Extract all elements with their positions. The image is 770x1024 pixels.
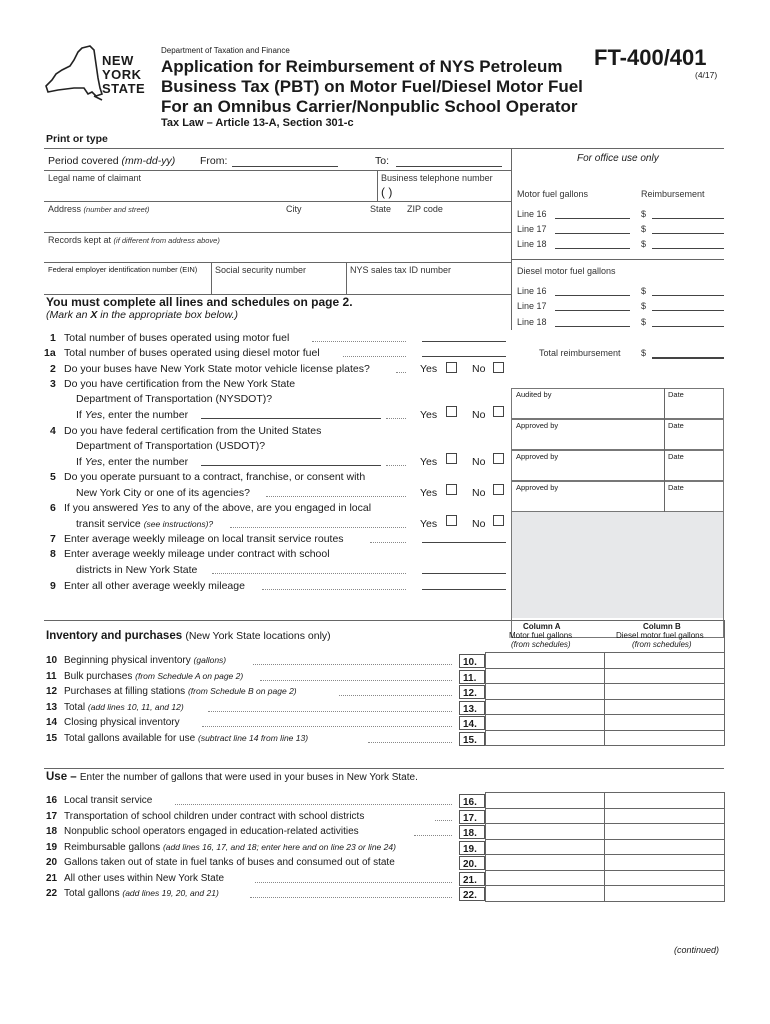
use-line-text	[64, 874, 224, 884]
q6-text-line1: If you answered Yes to any of the above, are you engaged in local	[64, 502, 372, 514]
new-york-state-map-icon	[44, 44, 104, 102]
use-line-text	[64, 827, 359, 837]
use-column-a-field[interactable]	[486, 871, 604, 887]
inventory-line-number: 15	[46, 732, 58, 744]
office-use-title: For office use only	[577, 153, 659, 164]
office-line16-label: Line 16	[517, 209, 547, 219]
use-line-label: Reimbursable gallons	[64, 841, 161, 853]
logo-new: NEW	[102, 53, 134, 68]
use-column-b-field[interactable]	[605, 871, 724, 887]
sales-tax-id-label: NYS sales tax ID number	[350, 265, 452, 275]
q3-enter-number-label: If Yes, enter the number	[76, 409, 189, 421]
q6-number: 6	[50, 502, 56, 514]
use-leader-dots	[175, 804, 452, 805]
use-line-number: 16	[46, 795, 58, 806]
q9-text: Enter all other average weekly mileage	[64, 580, 245, 592]
q1a-number: 1a	[44, 347, 56, 359]
use-section-title: Use – Enter the number of gallons that were used in your buses in New York State.	[46, 771, 418, 783]
use-column-a-field[interactable]	[486, 840, 604, 856]
use-line-box: 20.	[459, 856, 485, 870]
q1-answer-field[interactable]	[422, 341, 506, 342]
q2-no-checkbox[interactable]	[493, 362, 504, 373]
logo-york: YORK	[102, 67, 142, 82]
use-line-number: 17	[46, 810, 58, 822]
mark-instruction: (Mark an X in the appropriate box below.)	[46, 309, 239, 321]
print-or-type-label: Print or type	[46, 133, 108, 145]
inventory-line-label: Purchases at filling stations	[64, 686, 186, 697]
diesel-gallons-label: Diesel motor fuel gallons	[517, 266, 616, 276]
q5-no-checkbox[interactable]	[493, 484, 504, 495]
inventory-line-label: Beginning physical inventory	[64, 655, 191, 666]
inventory-line-label: Total gallons available for use	[64, 732, 196, 744]
period-from-label: From:	[200, 155, 228, 167]
column-a-subtitle: Motor fuel gallons	[509, 631, 573, 640]
q4-usdot-number-field[interactable]	[201, 465, 381, 466]
inventory-line-number: 11	[46, 670, 57, 682]
address-field[interactable]	[44, 216, 511, 232]
use-line-number: 19	[46, 841, 58, 853]
q3-no-checkbox[interactable]	[493, 406, 504, 417]
use-leader-dots	[414, 835, 452, 836]
form-number: FT-400/401	[594, 45, 707, 70]
inventory-line-label: Bulk purchases	[64, 670, 133, 682]
dollar-sign: $	[641, 224, 647, 234]
q5-yes-label: Yes	[420, 487, 438, 499]
use-column-b-field[interactable]	[605, 824, 724, 840]
use-line-number: 18	[46, 826, 58, 837]
q7-answer-field[interactable]	[422, 542, 506, 543]
inventory-column-b-field[interactable]	[605, 731, 724, 747]
q3-text-line2: Department of Transportation (NYSDOT)?	[76, 393, 273, 405]
records-kept-field[interactable]	[44, 247, 511, 262]
q6-yes-label: Yes	[420, 518, 438, 530]
q3-number: 3	[50, 378, 56, 390]
inventory-line-number: 10	[46, 655, 58, 666]
inventory-line-number: 13	[46, 701, 58, 713]
use-column-a-field[interactable]	[486, 809, 604, 825]
use-line-label: All other uses within New York State	[64, 872, 225, 884]
q5-text-line1: Do you operate pursuant to a contract, franchise, or consent with	[64, 471, 366, 483]
q3-text-line1: Do you have certification from the New York State	[64, 378, 296, 390]
inventory-line-box: 11.	[459, 670, 485, 684]
continued-note: (continued)	[674, 945, 720, 955]
office-diesel-line17-label: Line 17	[517, 301, 547, 311]
use-column-a-field[interactable]	[486, 855, 604, 871]
use-line-number: 21	[46, 872, 58, 884]
form-title-line2: Business Tax (PBT) on Motor Fuel/Diesel Motor Fuel	[161, 77, 583, 96]
inventory-line-number: 12	[46, 686, 58, 697]
use-column-a-field[interactable]	[486, 886, 604, 902]
q8-answer-field[interactable]	[422, 573, 506, 574]
form-title-line3: For an Omnibus Carrier/Nonpublic School Operator	[161, 97, 578, 116]
date-label: Date	[668, 390, 684, 399]
nys-logo	[44, 44, 152, 102]
tax-law-reference: Tax Law – Article 13-A, Section 301-c	[161, 117, 354, 129]
use-line-number: 22	[46, 888, 58, 899]
q2-no-label: No	[472, 363, 486, 375]
inventory-line-hint: (from Schedule A on page 2)	[135, 670, 244, 681]
logo-state: STATE	[102, 81, 146, 96]
inventory-column-b-field[interactable]	[605, 669, 724, 685]
inventory-column-b-field[interactable]	[605, 715, 724, 731]
q3-no-label: No	[472, 409, 486, 421]
approved-by-label-3: Approved by	[516, 483, 559, 492]
inventory-line-box: 10.	[459, 654, 485, 668]
q5-number: 5	[50, 471, 56, 483]
city-label: City	[286, 204, 302, 214]
use-line-text	[64, 812, 364, 822]
inventory-column-b-field[interactable]	[605, 700, 724, 716]
dollar-sign: $	[641, 301, 647, 311]
use-line-box: 17.	[459, 810, 485, 824]
use-line-box: 21.	[459, 872, 485, 886]
period-covered-label: Period covered (mm-dd-yy)	[48, 155, 176, 167]
use-line-label: Transportation of school children under contract with school districts	[64, 810, 365, 822]
zip-label: ZIP code	[407, 204, 443, 214]
q4-text-line2: Department of Transportation (USDOT)?	[76, 440, 266, 452]
inventory-column-a-field[interactable]	[486, 715, 604, 731]
q4-yes-label: Yes	[420, 456, 438, 468]
q2-number: 2	[50, 363, 56, 375]
inventory-line-text	[64, 656, 226, 666]
audited-by-label: Audited by	[516, 390, 552, 399]
inventory-column-b-field[interactable]	[605, 684, 724, 700]
date-label: Date	[668, 483, 684, 492]
use-column-b-field[interactable]	[605, 793, 724, 809]
dollar-sign: $	[641, 209, 647, 219]
q2-text: Do your buses have New York State motor vehicle license plates?	[64, 363, 370, 375]
state-label: State	[370, 204, 392, 214]
q1-number: 1	[50, 332, 56, 344]
inventory-line-hint: (subtract line 14 from line 13)	[197, 732, 309, 743]
inventory-column-a-field[interactable]	[486, 700, 604, 716]
period-from-field[interactable]	[232, 166, 338, 167]
q1-text: Total number of buses operated using motor fuel	[64, 332, 290, 344]
q1a-text: Total number of buses operated using diesel motor fuel	[64, 347, 320, 359]
dollar-sign: $	[641, 239, 647, 249]
q3-yes-label: Yes	[420, 409, 438, 421]
inventory-column-a-field[interactable]	[486, 653, 604, 669]
q4-text-line1: Do you have federal certification from the United States	[64, 425, 322, 437]
q1a-answer-field[interactable]	[422, 356, 506, 357]
column-b-title: Column B	[643, 622, 681, 631]
q6-text-line2: transit service (see instructions)?	[76, 518, 214, 530]
office-diesel-line18-label: Line 18	[517, 317, 547, 327]
inventory-line-number: 14	[46, 717, 58, 728]
phone-label: Business telephone number	[381, 173, 493, 183]
q9-answer-field[interactable]	[422, 589, 506, 590]
q4-no-label: No	[472, 456, 486, 468]
form-title-line1: Application for Reimbursement of NYS Petroleum	[161, 57, 563, 76]
inventory-line-text	[64, 718, 180, 728]
inventory-leader-dots	[253, 664, 452, 665]
reimbursement-label: Reimbursement	[641, 189, 705, 199]
ssn-label: Social security number	[215, 265, 307, 275]
department-name: Department of Taxation and Finance	[161, 46, 290, 55]
ein-label: Federal employer identification number (EIN)	[48, 265, 198, 274]
period-to-field[interactable]	[396, 166, 502, 167]
date-label: Date	[668, 452, 684, 461]
q3-nysdot-number-field[interactable]	[201, 418, 381, 419]
q6-no-checkbox[interactable]	[493, 515, 504, 526]
inventory-line-hint: (add lines 10, 11, and 12)	[87, 701, 184, 712]
use-column-b-field[interactable]	[605, 855, 724, 871]
total-reimbursement-label: Total reimbursement	[539, 348, 621, 358]
use-leader-dots	[250, 897, 452, 898]
use-line-label: Nonpublic school operators engaged in education-related activities	[64, 826, 359, 837]
inventory-line-text	[64, 687, 297, 697]
legal-name-label: Legal name of claimant	[48, 173, 142, 183]
use-line-text	[64, 796, 152, 806]
use-line-text	[64, 858, 395, 868]
date-label: Date	[668, 421, 684, 430]
q5-text-line2: New York City or one of its agencies?	[76, 487, 250, 499]
inventory-line-text	[64, 703, 184, 713]
use-line-text	[64, 843, 396, 853]
inventory-leader-dots	[202, 726, 452, 727]
column-b-subtitle: Diesel motor fuel gallons	[616, 631, 704, 640]
phone-area-code[interactable]: ( )	[381, 185, 393, 199]
records-kept-label: Records kept at (if different from address above)	[48, 235, 220, 245]
inventory-line-label: Total	[64, 701, 86, 713]
dollar-sign: $	[641, 317, 647, 327]
dollar-sign: $	[641, 348, 647, 358]
must-complete-instruction: You must complete all lines and schedules on page 2.	[46, 295, 353, 309]
q7-text: Enter average weekly mileage on local transit service routes	[64, 533, 344, 545]
use-line-hint: (add lines 16, 17, and 18; enter here and on line 23 or line 24)	[162, 841, 396, 852]
use-line-hint: (add lines 19, 20, and 21)	[122, 888, 219, 898]
use-line-box: 22.	[459, 887, 485, 901]
dollar-sign: $	[641, 286, 647, 296]
q7-number: 7	[50, 533, 56, 545]
office-diesel-line16-label: Line 16	[517, 286, 547, 296]
use-column-b-field[interactable]	[605, 809, 724, 825]
inventory-line-text	[64, 734, 308, 744]
address-label: Address (number and street)	[48, 204, 150, 214]
use-column-a-field[interactable]	[486, 793, 604, 809]
use-line-number: 20	[46, 857, 58, 868]
use-leader-dots	[255, 882, 452, 883]
inventory-line-box: 14.	[459, 716, 485, 730]
approved-by-label-2: Approved by	[516, 452, 559, 461]
office-line17-label: Line 17	[517, 224, 547, 234]
approved-by-label-1: Approved by	[516, 421, 559, 430]
inventory-section-title: Inventory and purchases (New York State locations only)	[46, 630, 331, 642]
q8-text-line2: districts in New York State	[76, 564, 198, 576]
inventory-line-hint: (from Schedule B on page 2)	[187, 686, 297, 696]
use-column-b-field[interactable]	[605, 886, 724, 902]
use-line-box: 19.	[459, 841, 485, 855]
use-line-label: Total gallons	[64, 888, 120, 899]
q5-yes-checkbox[interactable]	[446, 484, 457, 495]
inventory-column-a-field[interactable]	[486, 731, 604, 747]
column-b-hint: (from schedules)	[632, 640, 692, 649]
q2-yes-checkbox[interactable]	[446, 362, 457, 373]
inventory-column-b-field[interactable]	[605, 653, 724, 669]
use-column-a-field[interactable]	[486, 824, 604, 840]
inventory-line-box: 12.	[459, 685, 485, 699]
q5-no-label: No	[472, 487, 486, 499]
q8-number: 8	[50, 548, 56, 560]
q4-no-checkbox[interactable]	[493, 453, 504, 464]
legal-name-field[interactable]	[44, 186, 377, 201]
use-line-text	[64, 889, 219, 899]
use-line-box: 16.	[459, 794, 485, 808]
q6-no-label: No	[472, 518, 486, 530]
q2-yes-label: Yes	[420, 363, 438, 375]
use-column-b-field[interactable]	[605, 840, 724, 856]
inventory-column-a-field[interactable]	[486, 684, 604, 700]
inventory-line-hint: (gallons)	[193, 655, 227, 665]
q4-yes-checkbox[interactable]	[446, 453, 457, 464]
use-line-label: Local transit service	[64, 795, 153, 806]
inventory-leader-dots	[339, 695, 452, 696]
inventory-line-box: 13.	[459, 701, 485, 715]
inventory-line-label: Closing physical inventory	[64, 717, 180, 728]
form-revision-date: (4/17)	[695, 70, 718, 80]
inventory-column-a-field[interactable]	[486, 669, 604, 685]
shaded-area	[512, 512, 723, 618]
inventory-leader-dots	[208, 711, 452, 712]
use-line-box: 18.	[459, 825, 485, 839]
q9-number: 9	[50, 580, 56, 592]
column-a-hint: (from schedules)	[511, 640, 571, 649]
motor-fuel-gallons-label: Motor fuel gallons	[517, 189, 589, 199]
inventory-line-text	[64, 672, 243, 682]
office-line18-label: Line 18	[517, 239, 547, 249]
column-a-title: Column A	[523, 622, 561, 631]
q4-enter-number-label: If Yes, enter the number	[76, 456, 189, 468]
q4-number: 4	[50, 425, 56, 437]
inventory-leader-dots	[368, 742, 452, 743]
period-to-label: To:	[375, 155, 390, 167]
inventory-line-box: 15.	[459, 732, 485, 746]
use-leader-dots	[435, 820, 452, 821]
use-line-label: Gallons taken out of state in fuel tanks of buses and consumed out of state	[64, 857, 395, 868]
q8-text-line1: Enter average weekly mileage under contract with school	[64, 548, 330, 560]
q3-yes-checkbox[interactable]	[446, 406, 457, 417]
inventory-leader-dots	[260, 680, 452, 681]
q6-yes-checkbox[interactable]	[446, 515, 457, 526]
